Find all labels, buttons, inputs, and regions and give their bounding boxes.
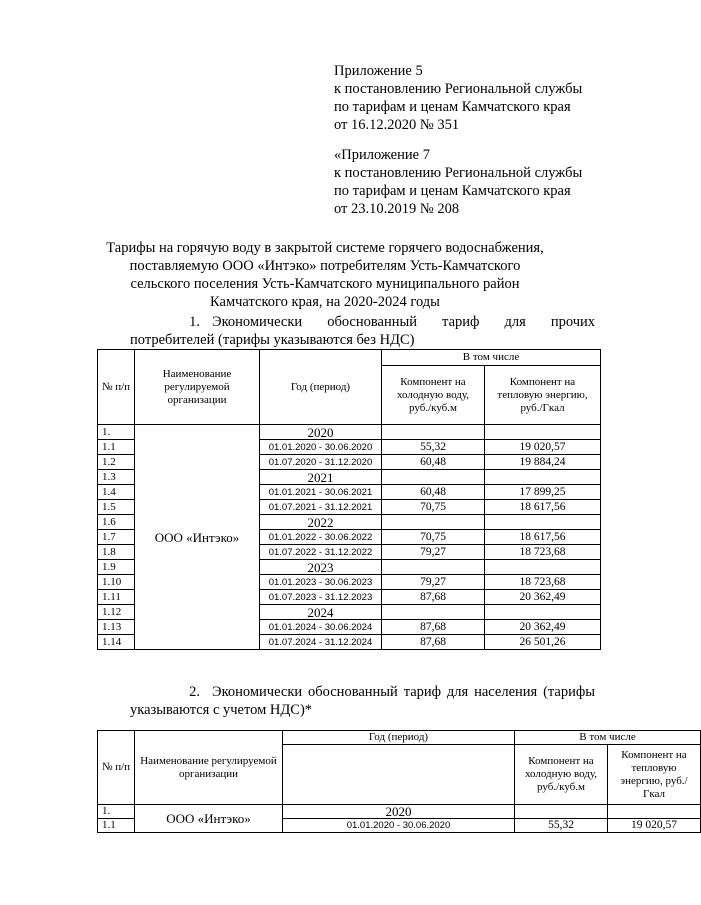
header-heat-energy: Компонент на тепловую энергию, руб./Гкал (485, 366, 601, 425)
year-cell: 2024 (260, 605, 382, 620)
appendix-line: по тарифам и ценам Камчатского края (334, 183, 571, 199)
period-cell: 01.01.2024 - 30.06.2024 (260, 620, 382, 635)
appendix-line: от 16.12.2020 № 351 (334, 117, 460, 133)
cold-water-value: 87,68 (382, 620, 485, 635)
tariff-table-other-consumers (97, 349, 601, 650)
period-cell: 01.01.2021 - 30.06.2021 (260, 485, 382, 500)
year-cell: 2023 (260, 560, 382, 575)
document-title: Тарифы на горячую воду в закрытой системе горячего водоснабжения, поставляемую ООО «Интэко» потребителям Усть-Камчатского сельского поселения Усть-Камчатского муниципального район Камчатского края, на 2020-2024 годы (106, 240, 544, 310)
row-number: 1.7 (98, 530, 135, 545)
appendix-header-2 (334, 146, 582, 218)
appendix-line: «Приложение 7 (334, 147, 430, 163)
section-2-heading (130, 683, 595, 719)
table-row (98, 805, 701, 819)
section-1-heading (130, 313, 595, 349)
row-number: 1.1 (98, 440, 135, 455)
cold-water-value (382, 560, 485, 575)
year-cell: 2020 (260, 425, 382, 440)
row-number: 1.6 (98, 515, 135, 530)
cold-water-value (382, 515, 485, 530)
appendix-line: к постановлению Региональной службы (334, 81, 583, 97)
header-including: В том числе (515, 731, 701, 745)
cold-water-value: 55,32 (515, 819, 608, 833)
row-number: 1.12 (98, 605, 135, 620)
period-cell: 01.07.2024 - 31.12.2024 (260, 635, 382, 650)
heat-energy-value: 20 362,49 (485, 590, 601, 605)
period-cell: 01.07.2022 - 31.12.2022 (260, 545, 382, 560)
appendix-line: к постановлению Региональной службы (334, 165, 583, 181)
heat-energy-value: 20 362,49 (485, 620, 601, 635)
cold-water-value: 55,32 (382, 440, 485, 455)
row-number: 1.2 (98, 455, 135, 470)
cold-water-value: 70,75 (382, 500, 485, 515)
heat-energy-value (485, 605, 601, 620)
row-number: 1.4 (98, 485, 135, 500)
cold-water-value (382, 605, 485, 620)
row-number: 1. (98, 425, 135, 440)
heat-energy-value (485, 515, 601, 530)
cold-water-value: 87,68 (382, 590, 485, 605)
section-number: 1. (189, 314, 200, 330)
heat-energy-value: 19 020,57 (608, 819, 701, 833)
heat-energy-value: 18 723,68 (485, 575, 601, 590)
section-text: Экономически обоснованный тариф для прочих (212, 314, 595, 330)
header-num: № п/п (98, 731, 135, 805)
cold-water-value: 60,48 (382, 455, 485, 470)
organization-name: ООО «Интэко» (135, 805, 283, 833)
row-number: 1.5 (98, 500, 135, 515)
section-text: потребителей (тарифы указываются без НДС) (130, 332, 415, 348)
cold-water-value (382, 425, 485, 440)
header-period: Год (период) (283, 731, 515, 745)
header-org: Наименование регулируемой организации (135, 350, 260, 425)
appendix-line: от 23.10.2019 № 208 (334, 201, 460, 217)
period-cell: 01.01.2022 - 30.06.2022 (260, 530, 382, 545)
heat-energy-value: 18 617,56 (485, 500, 601, 515)
period-cell: 01.07.2021 - 31.12.2021 (260, 500, 382, 515)
header-cold-water: Компонент на холодную воду, руб./куб.м (515, 745, 608, 805)
appendix-line: Приложение 5 (334, 63, 423, 79)
period-cell: 01.01.2023 - 30.06.2023 (260, 575, 382, 590)
row-number: 1.8 (98, 545, 135, 560)
heat-energy-value: 26 501,26 (485, 635, 601, 650)
header-period: Год (период) (260, 350, 382, 425)
heat-energy-value: 17 899,25 (485, 485, 601, 500)
period-cell: 01.01.2020 - 30.06.2020 (260, 440, 382, 455)
year-cell: 2021 (260, 470, 382, 485)
row-number: 1.13 (98, 620, 135, 635)
section-text: Экономически обоснованный тариф для населения (тарифы (212, 684, 595, 700)
row-number: 1.3 (98, 470, 135, 485)
heat-energy-value: 19 020,57 (485, 440, 601, 455)
row-number: 1.10 (98, 575, 135, 590)
header-heat-energy: Компонент на тепловую энергию, руб./Гкал (608, 745, 701, 805)
cold-water-value: 60,48 (382, 485, 485, 500)
heat-energy-value: 18 617,56 (485, 530, 601, 545)
row-number: 1.14 (98, 635, 135, 650)
period-cell: 01.07.2020 - 31.12.2020 (260, 455, 382, 470)
table-row (98, 425, 601, 440)
year-cell: 2020 (283, 805, 515, 819)
cold-water-value (382, 470, 485, 485)
cold-water-value (515, 805, 608, 819)
appendix-line: по тарифам и ценам Камчатского края (334, 99, 571, 115)
heat-energy-value (608, 805, 701, 819)
cold-water-value: 79,27 (382, 575, 485, 590)
header-period-blank (283, 745, 515, 805)
organization-name: ООО «Интэко» (135, 425, 260, 650)
heat-energy-value: 18 723,68 (485, 545, 601, 560)
year-cell: 2022 (260, 515, 382, 530)
heat-energy-value (485, 470, 601, 485)
header-org: Наименование регулируемой организации (135, 731, 283, 805)
header-cold-water: Компонент на холодную воду, руб./куб.м (382, 366, 485, 425)
row-number: 1.11 (98, 590, 135, 605)
row-number: 1.9 (98, 560, 135, 575)
cold-water-value: 79,27 (382, 545, 485, 560)
heat-energy-value (485, 560, 601, 575)
appendix-header-1 (334, 62, 582, 134)
period-cell: 01.01.2020 - 30.06.2020 (283, 819, 515, 833)
heat-energy-value (485, 425, 601, 440)
tariff-table-population (97, 730, 701, 833)
heat-energy-value: 19 884,24 (485, 455, 601, 470)
section-number: 2. (189, 684, 200, 700)
section-text: указываются с учетом НДС)* (130, 702, 313, 718)
row-number: 1.1 (98, 819, 135, 833)
cold-water-value: 87,68 (382, 635, 485, 650)
cold-water-value: 70,75 (382, 530, 485, 545)
row-number: 1. (98, 805, 135, 819)
period-cell: 01.07.2023 - 31.12.2023 (260, 590, 382, 605)
header-num: № п/п (98, 350, 135, 425)
header-including: В том числе (382, 350, 601, 366)
